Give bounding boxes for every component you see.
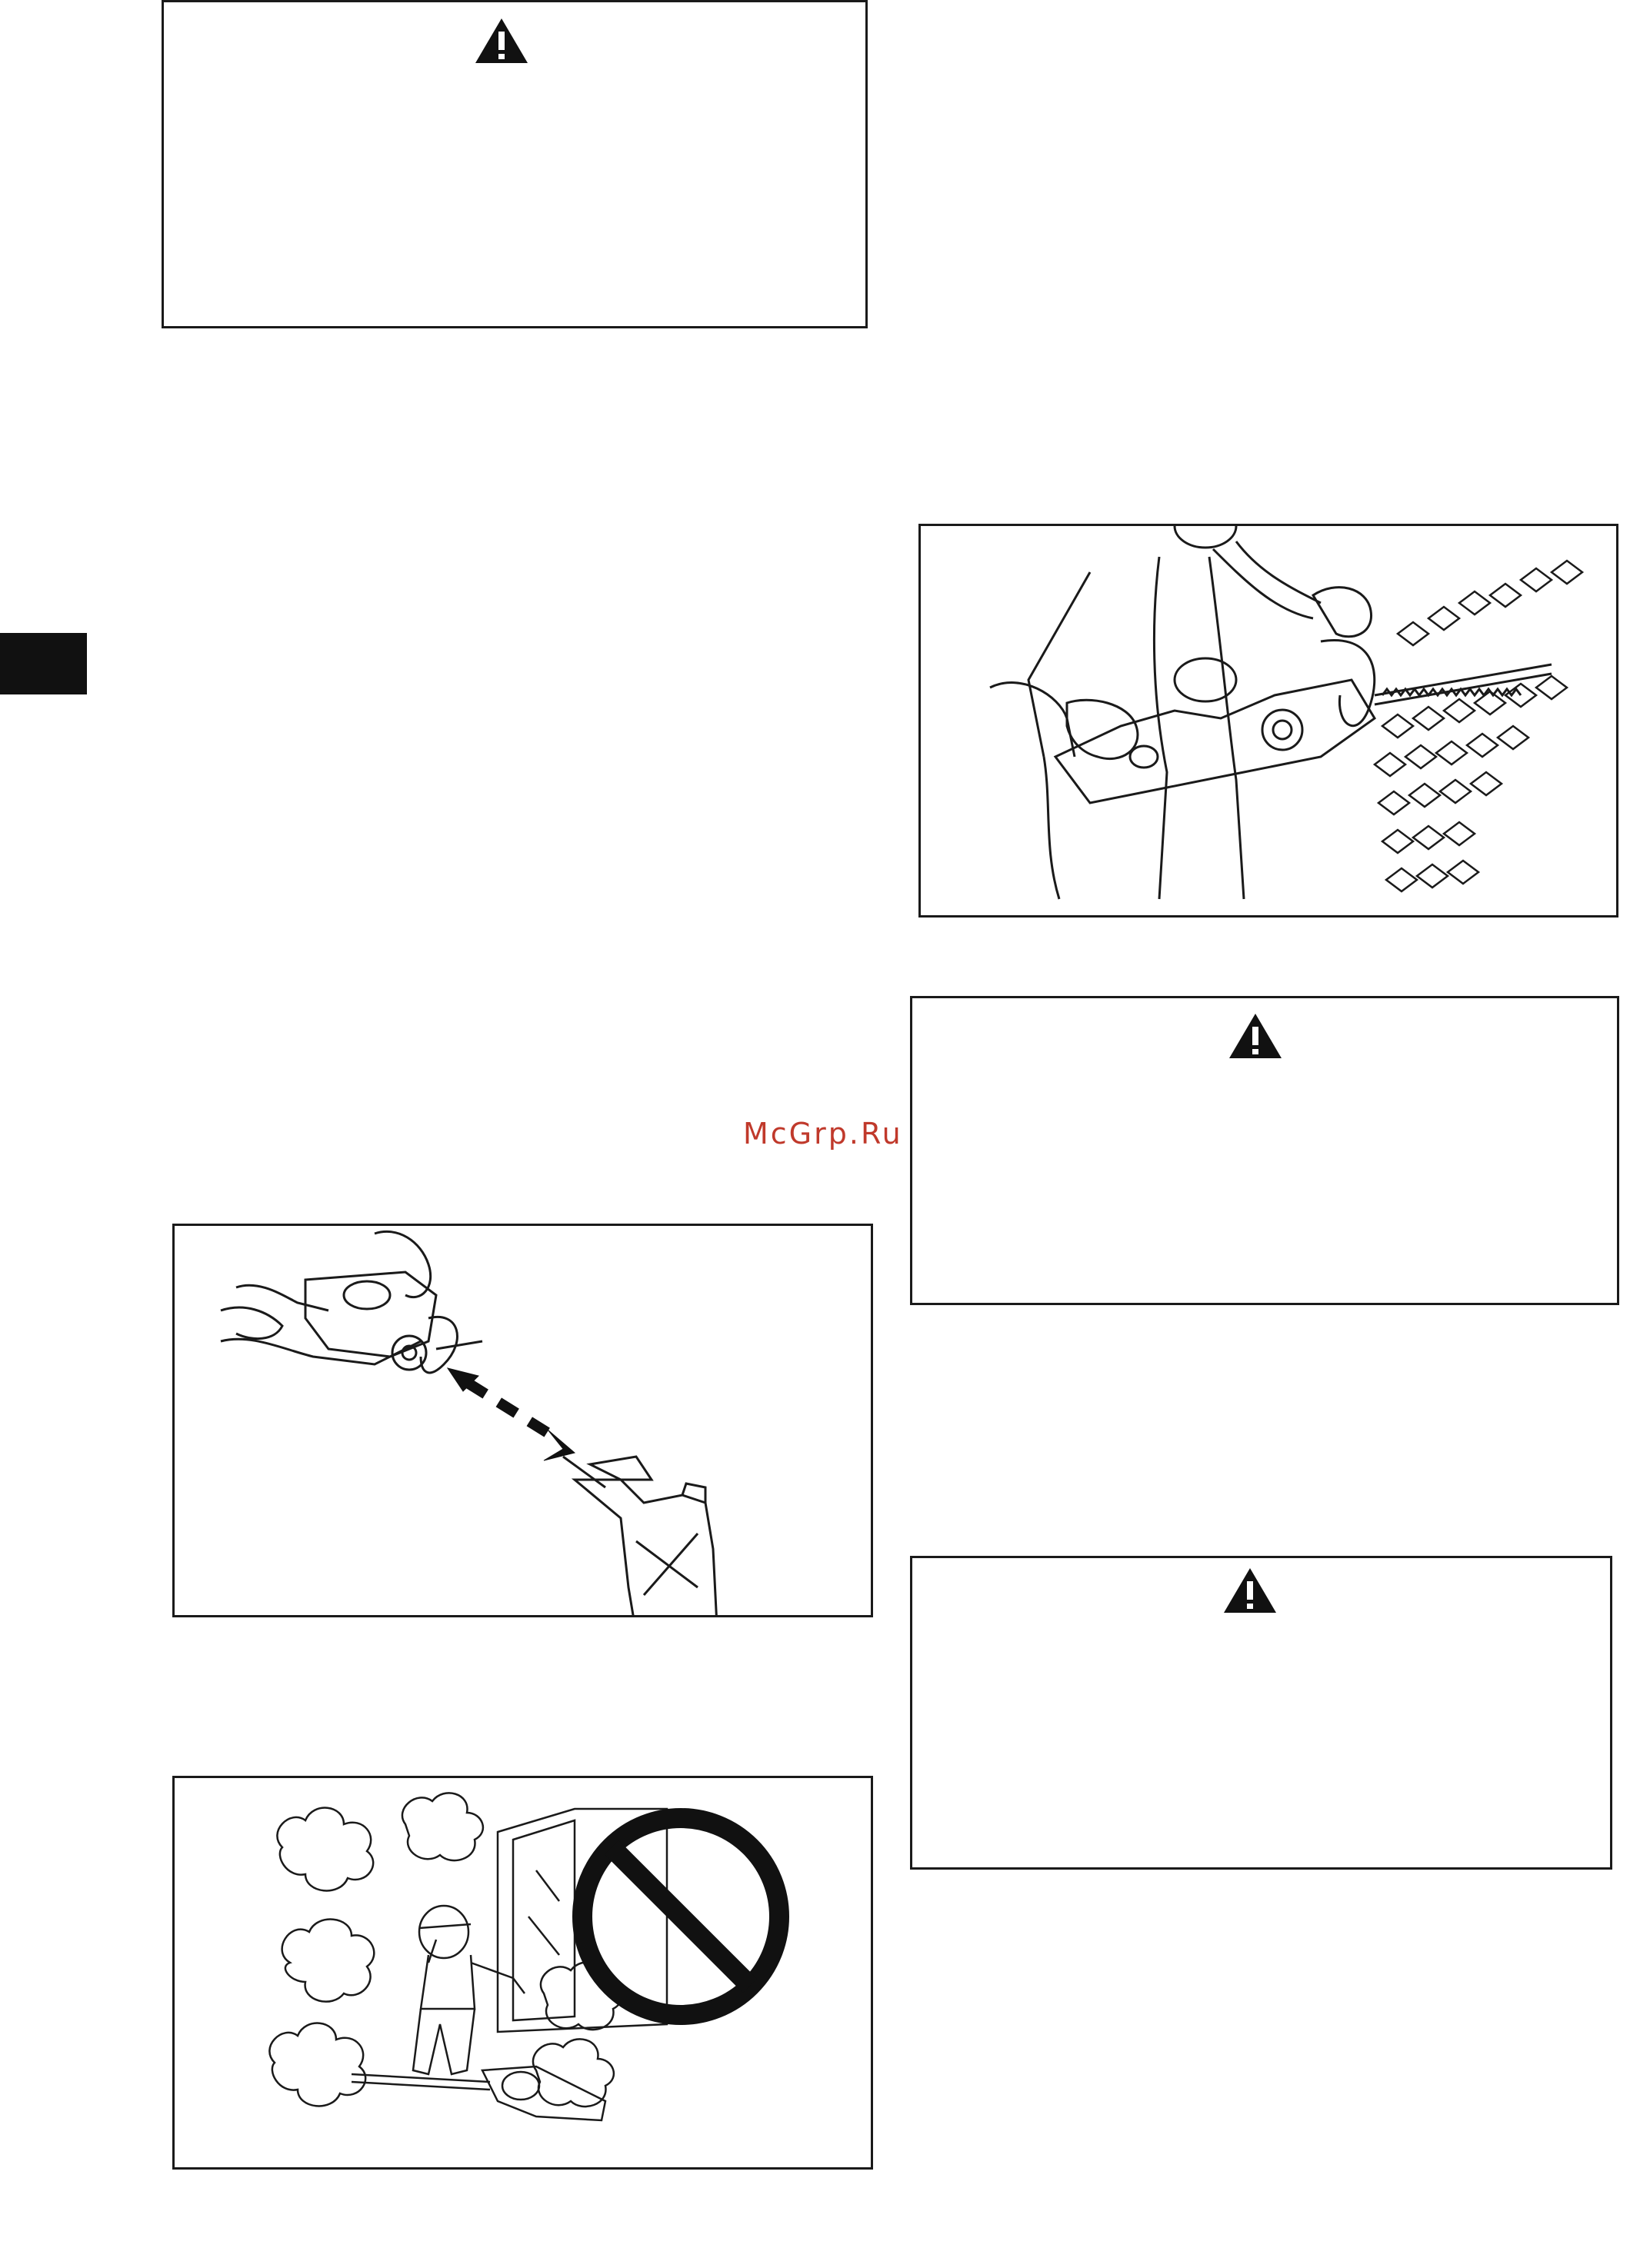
- figure-refuel-distance: [172, 1224, 873, 1617]
- hedge-trimming-illustration: [921, 526, 1616, 915]
- figure-hedge-trimming: [918, 524, 1618, 918]
- warning-box-1: [162, 0, 868, 328]
- warning-box-3: [910, 1556, 1612, 1870]
- no-enclosed-space-illustration: [175, 1778, 871, 2167]
- figure-no-enclosed-space: [172, 1776, 873, 2170]
- prohibition-icon: [582, 1818, 779, 2015]
- warning-box-2: [910, 996, 1619, 1305]
- warning-triangle-icon: [1222, 1566, 1278, 1615]
- section-tab: [0, 633, 87, 694]
- watermark: McGrp.Ru: [743, 1117, 903, 1151]
- warning-triangle-icon: [473, 16, 530, 65]
- refuel-distance-illustration: [175, 1226, 871, 1615]
- warning-triangle-icon: [1227, 1011, 1284, 1061]
